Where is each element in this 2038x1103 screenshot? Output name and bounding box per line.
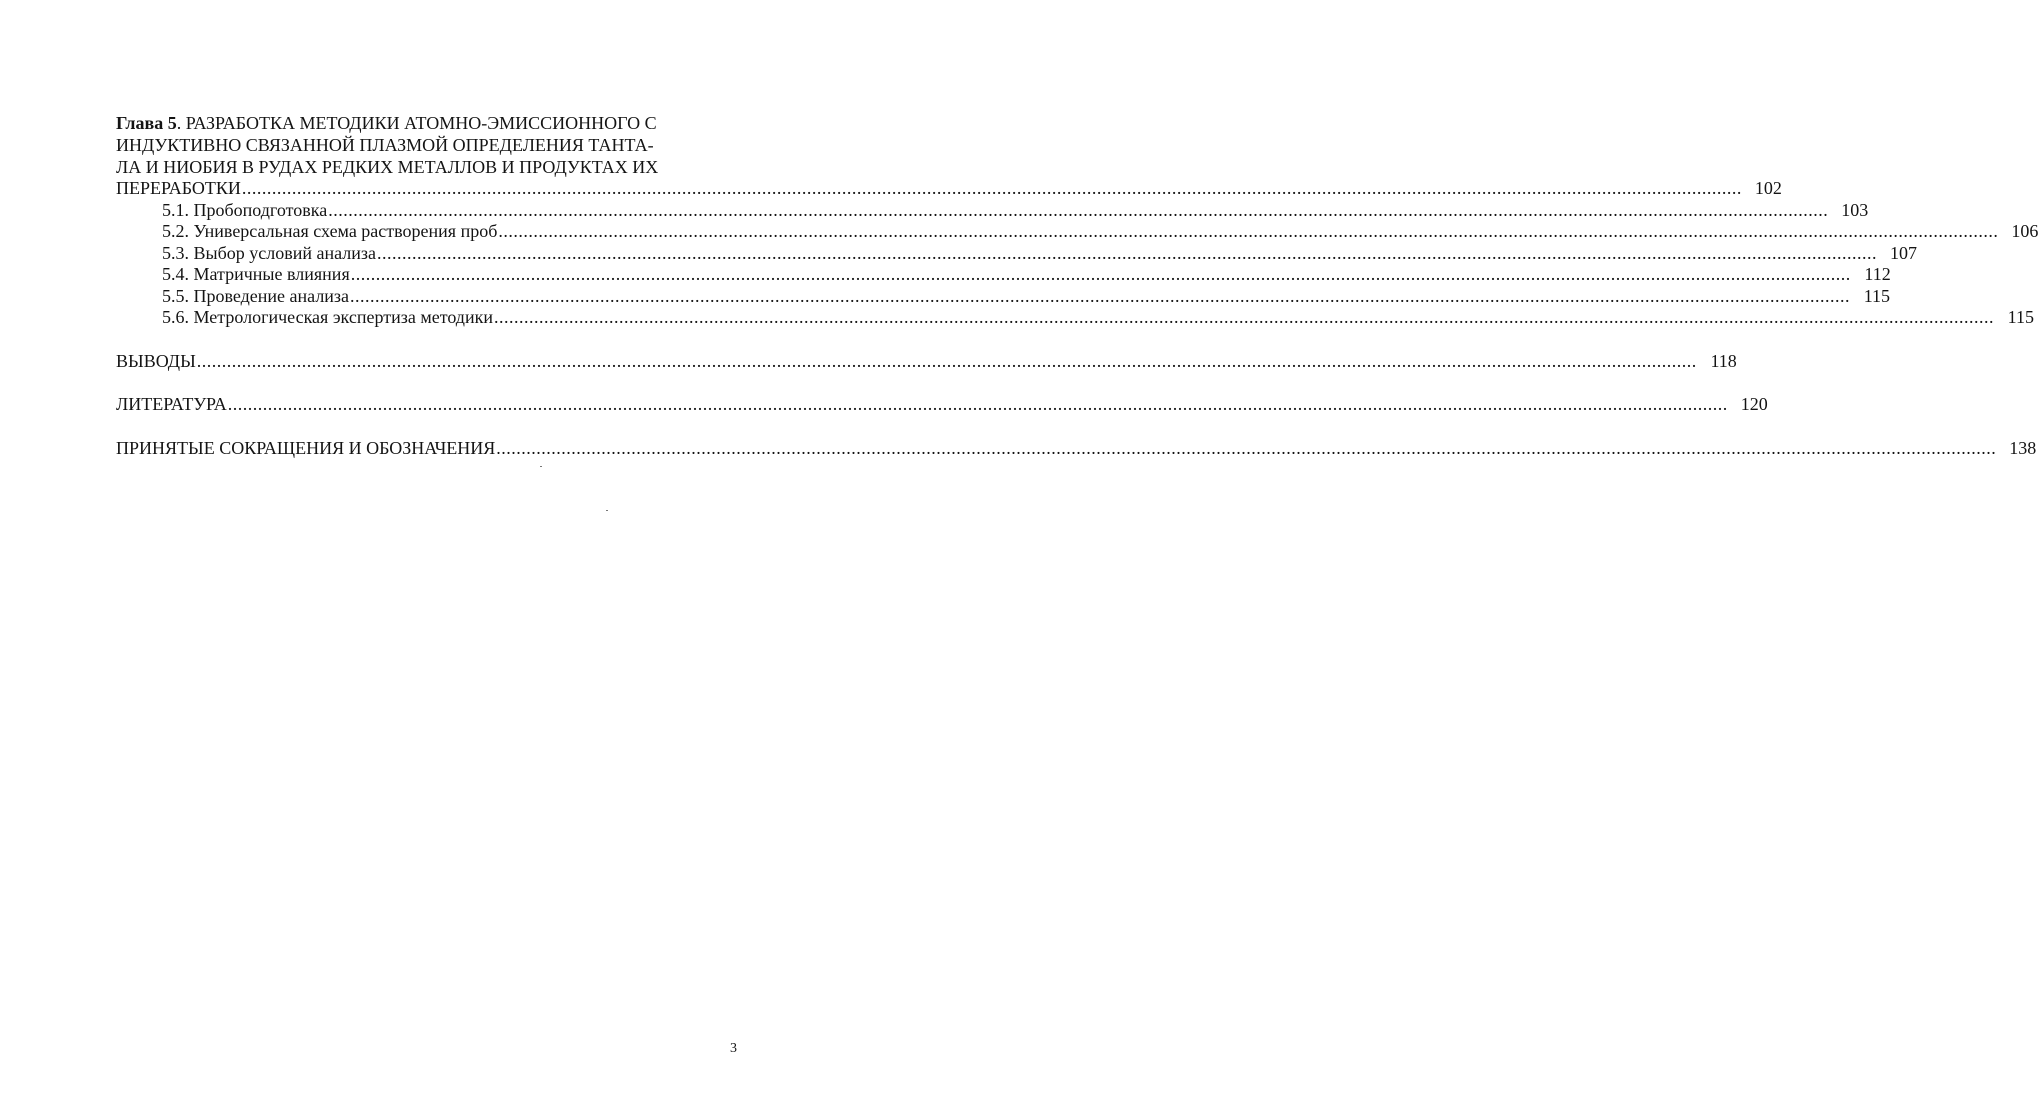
toc-entry-5-3 — [116, 242, 1917, 265]
toc-entry-5-5 — [116, 285, 1891, 308]
dot-leader: ............................................................................................................................................................................................................................................................................................................ — [493, 307, 1994, 327]
section-page: 112 — [1864, 264, 1891, 284]
literature-page: 120 — [1740, 394, 1768, 414]
toc-entry-abbreviations — [116, 437, 2037, 460]
toc-entry-5-6 — [116, 307, 2034, 329]
dot-leader: ............................................................................................................................................................................................................................................................................................................ — [350, 264, 1851, 284]
dot-leader: ............................................................................................................................................................................................................................................................................................................ — [241, 178, 1742, 198]
chapter-5-title-line-4: ПЕРЕРАБОТКИ — [116, 178, 241, 198]
toc-entry-conclusions — [116, 350, 1737, 373]
conclusions-page: 118 — [1710, 350, 1737, 371]
section-page: 106 — [2011, 221, 2038, 241]
page-number: 3 — [730, 1041, 737, 1056]
dot-leader: ............................................................................................................................................................................................................................................................................................................ — [496, 437, 1997, 458]
chapter-5-title-part-1: . РАЗРАБОТКА МЕТОДИКИ АТОМНО-ЭМИССИОННОГО С — [176, 113, 657, 133]
scan-speck — [540, 466, 542, 467]
section-page: 115 — [1863, 285, 1891, 306]
section-label: 5.6. Метрологическая экспертиза методики — [162, 307, 493, 327]
section-label: 5.4. Матричные влияния — [162, 264, 350, 284]
toc-entry-5-1 — [116, 199, 1869, 222]
toc-entry-5-2 — [116, 221, 2038, 243]
dot-leader: ............................................................................................................................................................................................................................................................................................................ — [376, 242, 1877, 263]
chapter-5-title-line-1 — [116, 112, 702, 134]
spacer — [116, 416, 742, 438]
abbreviations-page: 138 — [2009, 437, 2037, 458]
section-page: 115 — [2007, 307, 2034, 327]
section-label: 5.2. Универсальная схема растворения проб — [162, 221, 498, 241]
section-page: 103 — [1841, 199, 1869, 220]
spacer — [116, 329, 742, 351]
section-label: 5.1. Пробоподготовка — [162, 199, 328, 220]
literature-label: ЛИТЕРАТУРА — [116, 394, 227, 414]
toc-entry-literature — [116, 394, 1768, 416]
chapter-5-title-line-3: ЛА И НИОБИЯ В РУДАХ РЕДКИХ МЕТАЛЛОВ И ПРОДУКТАХ ИХ — [116, 157, 659, 177]
section-page: 107 — [1889, 242, 1917, 263]
section-label: 5.5. Проведение анализа — [162, 285, 350, 306]
dot-leader: ............................................................................................................................................................................................................................................................................................................ — [227, 394, 1728, 414]
table-of-contents — [116, 112, 2038, 459]
spacer — [116, 372, 742, 394]
dot-leader: ............................................................................................................................................................................................................................................................................................................ — [328, 199, 1829, 220]
dot-leader: ............................................................................................................................................................................................................................................................................................................ — [498, 221, 1999, 241]
dot-leader: ............................................................................................................................................................................................................................................................................................................ — [350, 285, 1851, 306]
toc-entry-5-4 — [116, 264, 1891, 286]
section-label: 5.3. Выбор условий анализа — [162, 242, 376, 263]
chapter-5-entry — [116, 178, 1782, 200]
chapter-5-title-line-2: ИНДУКТИВНО СВЯЗАННОЙ ПЛАЗМОЙ ОПРЕДЕЛЕНИЯ ТАНТА- — [116, 135, 654, 155]
chapter-5-label: Глава 5 — [116, 113, 177, 133]
scan-speck — [606, 510, 608, 511]
dot-leader: ............................................................................................................................................................................................................................................................................................................ — [196, 350, 1697, 371]
conclusions-label: ВЫВОДЫ — [116, 350, 196, 371]
abbreviations-label: ПРИНЯТЫЕ СОКРАЩЕНИЯ И ОБОЗНАЧЕНИЯ — [116, 437, 496, 458]
chapter-5-heading — [116, 112, 1782, 200]
chapter-5-page: 102 — [1754, 178, 1782, 198]
